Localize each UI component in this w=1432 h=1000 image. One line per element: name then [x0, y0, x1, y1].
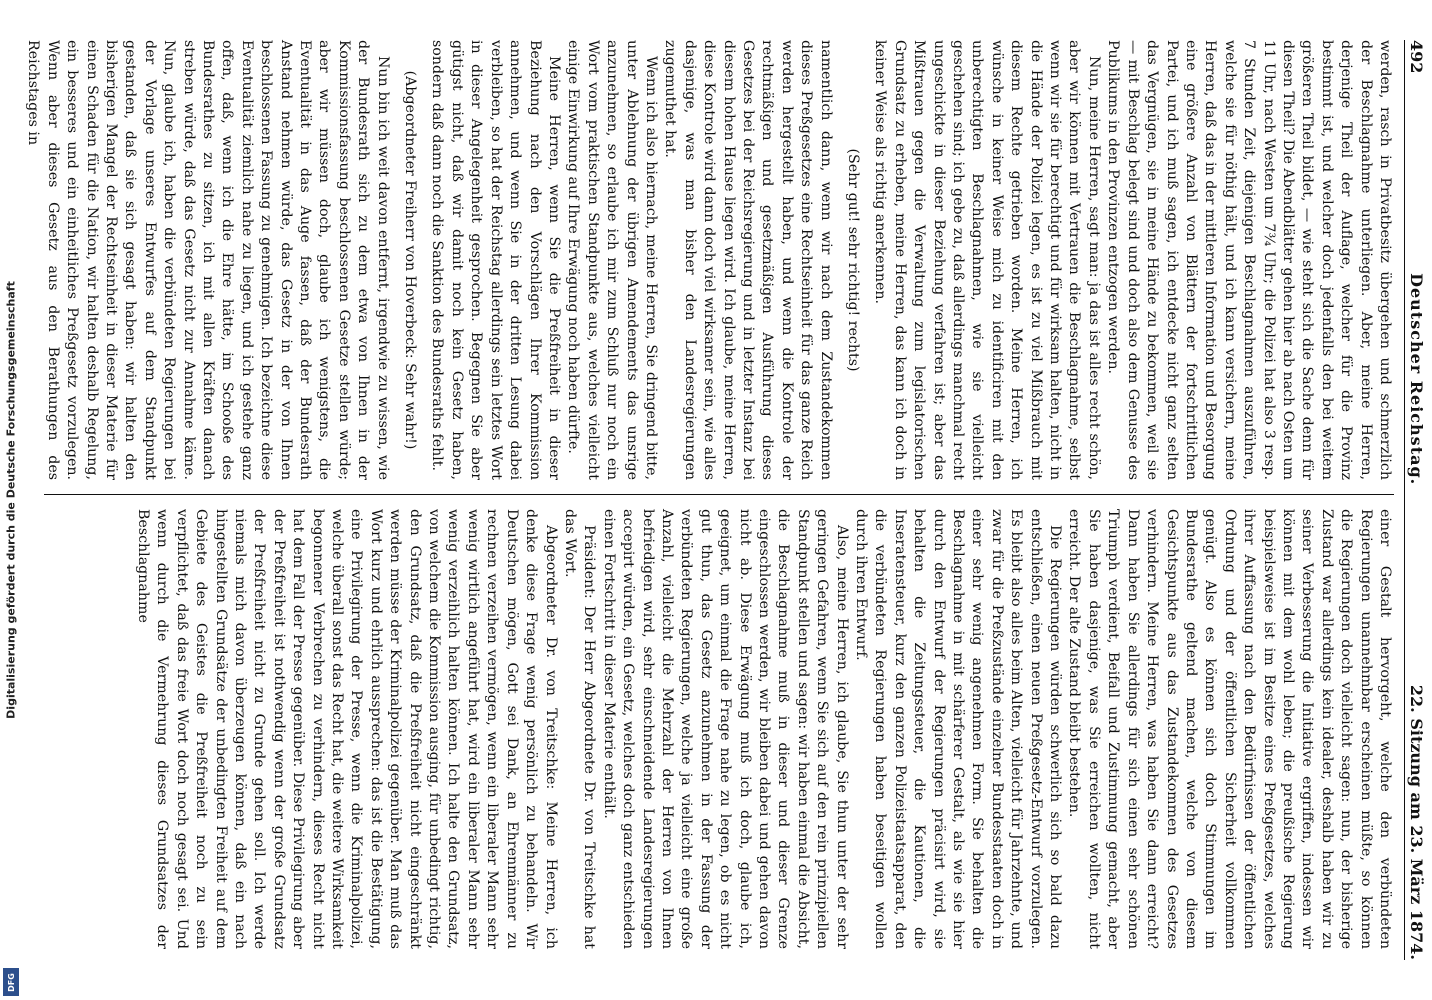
paragraph: Abgeordneter Dr. von Treitschke: Meine Herren, ich denke diese Frage wenig persönlich zu behandeln. Wir Deutschen mögen, Gott sei Dank, an Ehrenmänner zu rechnen verzeihen vermögen, wenn ein liberaler Mann sehr wenig wirtlich angeführt hat, wird ein liberaler Mann sehr wenig verzeihlich halten können. Ich halte den Grundsatz, von welchem die Kommission ausging, für unbedingt richtig, den Grundsatz, daß die Preßfreiheit nicht eingeschränkt werden müsse der Kriminalpolizei gegenüber. Man muß das Wort kurz und ehrlich aussprechen: das ist die Bestätigung, eine Privilegirung der Presse, wenn die Kriminalpolizei, welche überall sonst das Recht hat, die weitere Wirksamkeit begonnener Verbrechen zu verhindern, dieses Recht nicht hat dem Fall der Presse gegenüber. Diese Privilegirung aber der Preßfreiheit ist nothwendig wenn der große Grundsatz der Preßfreiheit nicht zu Grunde gehen soll. Ich werde niemals mich davon überzeugen können, daß ein nach hingestellten Grundsätze der unbedingten Freiheit auf dem Gebiete des Geistes die Preßfreiheit noch zu sein verpflichtet, daß das freie Wort doch noch gesagt sei. Und wenn durch die Vermehrung dieses Grundsatzes der Beschlagnahme — [135, 509, 559, 949]
paragraph: Wenn ich also hiernach, meine Herren, Sie dringend bitte, unter Ablehnung der übrigen Amendements das unsrige anzunehmen, so erlaube ich mir zum Schluß nur noch ein Wort vom praktischen Standpunkte aus, welches vielleicht einige Einwirkung auf Ihre Erwägung noch haben dürfte. — [565, 40, 659, 480]
dfg-logo-text: DFG — [6, 972, 16, 992]
paragraph: werden, rasch in Privatbesitz übergehen und schmerzlich der Beschlagnahme unterliegen. Aber, meine Herren, derjenige Theil der Auflage, welcher für die Provinz bestimmt ist, und welcher doch jedenfalls den bei weitem größeren Theil bildet, — wie steht sich die Sache denn für diesen Theil? Die Abendblätter gehen hier ab nach Osten um 11 Uhr, nach Westen um 7¾ Uhr; die Polizei hat also 3 resp. 7 Stunden Zeit, diejenigen Beschlagnahmen auszuführen, welche sie für nöthig hält, und ich kann versichern, meine Herren, daß das in der mittleren Information und Besorgung eine größere Anzahl von Blättern der fortschrittlichen Partei, und ich muß sagen, ich entdecke nicht ganz selten das Vergnügen, sie in meine Hände zu bekommen, weil sie — mit Beschlag belegt sind und doch also dem Genusse des Publikums in den Provinzen entzogen werden. — [1105, 40, 1393, 480]
page-number: 492 — [1407, 40, 1426, 74]
interjection: (Abgeordneter Freiherr von Hoverbeck: Sehr wahr!) — [402, 70, 419, 450]
left-column — [25, 40, 1394, 490]
paragraph: Nun, meine Herren, sagt man: ja das ist alles recht schön, aber wir können mit Vertrauen die Beschlagnahme, selbst wenn wir sie für berechtigt und für wirksam halten, nicht in die Hände der Polizei legen, es ist zu viel Mißbrauch mit diesem Rechte getrieben worden. Meine Herren, ich wünsche in keiner Weise mich zu identificiren mit den unberechtigten Beschlagnahmen, wie sie vielleicht geschehen sind; ich gebe zu, daß allerdings manchmal recht ungeschickte in dieser Beziehung verfahren ist; aber das Mißtrauen gegen die Verwaltung zum legislatorischen Grundsatz zu erheben, meine Herren, das kann ich doch in keiner Weise als richtig anerkennen. — [872, 40, 1102, 480]
page-header — [1404, 40, 1430, 960]
column-divider — [44, 494, 1394, 495]
interjection: (Sehr gut! sehr richtig! rechts) — [845, 148, 862, 372]
paragraph: Nun bin ich weit davon entfernt, irgendwie zu wissen, wie der Bundesrath sich zu dem etwa von Ihnen in der Kommissionsfassung beschlossenen Gesetze stellen würde; aber wir müssen doch, glaube ich wenigstens, die Eventualität in das Auge fassen, daß der Bundesrath Anstand nehmen würde, das Gesetz in der von Ihnen beschlossenen Fassung zu genehmigen. Ich bezeichne diese Eventualität ziemlich nahe zu liegen, und ich gestehe ganz offen, daß, wenn ich die Ehre hätte, im Schooße des Bundesrathes zu sitzen, ich mit allen Kräften danach streben würde, daß das Gesetz nicht zur Annahme käme. Nun, glaube ich, haben die verbündeten Regierungen bei der Vorlage unseres Entwurfes auf dem Standpunkt gestanden, daß sie sich gesagt haben: wir halten den bisherigen Mangel der Rechtseinheit in dieser Materie für einen Schaden für die Nation, wir halten deshalb Regelung, ein besseres und ein einheitliches Preßgesetz vorzulegen. Wenn aber dieses Gesetz aus den Berathungen des Reichstages in — [25, 40, 391, 480]
right-column — [44, 499, 1394, 949]
paragraph: Also, meine Herren, ich glaube, Sie thun unter der sehr geringen Gefahren, wenn Sie sich auf den rein prinzipiellen Standpunkt stellen und sagen: wir haben einmal die Absicht, die Beschlagnahme muß in dieser und dieser Grenze eingeschlossen werden, wir bleiben dabei und gehen davon nicht ab. Diese Erwägung muß ich doch, glaube ich, geeignet, um einmal die Frage nahe zu legen, ob es nicht gut thun, das Gesetz anzunehmen in der Fassung der verbündeten Regierungen, welche ja vielleicht eine große Anzahl, vielleicht die Mehrzahl der Herren von Ihnen befriedigen wird, sehr einschneidende Landesregierungen accepirt würden, ein Gesetz, welches doch ganz entschieden einen Fortschritt in dieser Materie enthält. — [600, 509, 850, 949]
page-content — [25, 40, 1430, 960]
digitization-watermark: Digitalisierung gefördert durch die Deutsche Forschungsgemeinschaft — [4, 281, 18, 719]
watermark-strip — [0, 0, 22, 1000]
scanned-page — [25, 40, 1430, 960]
paragraph: namentlich dann, wenn wir nach dem Zustandekommen dieses Preßgesetzes eine Rechtseinheit für das ganze Reich werden hergestellt haben, und wenn die Kontrole der rechtmäßigen und gesetzmäßigen Ausführung dieses Gesetzes bei der Reichsregierung und in letzter Instanz bei diesem hohen Hause liegen wird. Ich glaube, meine Herren, diese Kontrole wird dann doch viel wirksamer sein, wie alles dasjenige, was man bisher den Landesregierungen zugemuthet hat. — [662, 40, 834, 480]
header-session: 22. Sitzung am 23. März 1874. — [1407, 684, 1426, 960]
paragraph: Präsident: Der Herr Abgeordnete Dr. von Treitschke hat das Wort. — [561, 509, 598, 949]
header-title: Deutscher Reichstag. — [1407, 273, 1426, 486]
dfg-logo-icon — [3, 968, 19, 996]
paragraph: einer Gestalt hervorgeht, welche den verbündeten Regierungen unannehmbar erscheinen müßte, so können die Regierungen doch vielleicht sagen: nun, der bisherige Zustand war allerdings kein idealer, deshalb haben wir zu seiner Verbesserung die Initiative ergriffen, indessen wir können mit dem wohl leben; die preußische Regierung beispielsweise ist im Besitze eines Preßgesetzes, welches ihrer Auffassung nach den Bedürfnissen der öffentlichen Ordnung und der öffentlichen Sicherheit vollkommen genügt. Also es können sich doch Stimmungen im Bundesrathe geltend machen, welche von diesem Gesichtspunkte aus das Zustandekommen des Gesetzes verhindern. Meine Herren, was haben Sie dann erreicht? Dann haben Sie allerdings für sich einen sehr schönen Triumph verdient, Beifall und Zustimmung gemacht, aber Sie haben dasjenige, was Sie erreichen wollten, nicht erreicht. Der alte Zustand bleibt bestehen. — [1066, 509, 1393, 949]
paragraph: Die Regierungen würden schwerlich sich so bald dazu entschließen, einen neuen Preßgesetz-Entwurf vorzulegen. Es bleibt also alles beim Alten, vielleicht für Jahrzehnte, und zwar für die Preßzustände einzelner Bundesstaaten doch in einer sehr wenig angenehmen Form. Sie behalten die Beschlagnahme in mit schärferer Gestalt, als wie sie hier durch den Entwurf der Regierungen präcisirt wird, sie behalten die Zeitungssteuer, die Kautionen, die Inseratensteuer, kurz den ganzen Polizeistaatsapparat, den die verbündeten Regierungen haben beseitigen wollen durch ihren Entwurf. — [853, 509, 1064, 949]
text-columns — [25, 40, 1394, 960]
paragraph: Meine Herren, wenn Sie die Preßfreiheit in dieser Beziehung nach den Vorschlägen Ihrer Kommission annehmen, und wenn Sie in der dritten Lesung dabei verbleiben, so hat der Reichstag allerdings sein letztes Wort in dieser Angelegenheit gesprochen. Begegnen Sie aber gütigst nicht, daß wir damit noch kein Gesetz haben, sondern daß dann noch die Sanktion des Bundesraths fehlt. — [429, 40, 562, 480]
